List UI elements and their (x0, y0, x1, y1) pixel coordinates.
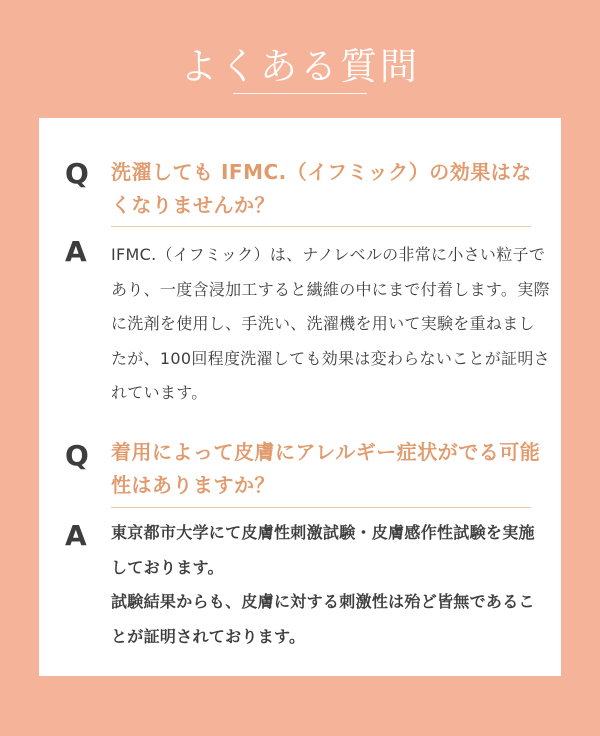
answer-paragraph: IFMC.（イフミック）は、ナノレベルの非常に小さい粒子であり、一度含浸加工すると繊維の中にまで付着します。実際に洗剤を使用し、手洗い、洗濯機を用いて実験を重ねましたが、100回程度洗濯しても効果は変わらないことが証明されています。 (111, 245, 550, 402)
question-mark-2: Q (65, 439, 89, 472)
question-text-1: 洗濯しても IFMC.（イフミック）の効果はなくなりませんか？ (111, 160, 532, 217)
answer-mark-1: A (65, 235, 87, 268)
title-underline (233, 93, 367, 94)
answer-text-2 (111, 516, 551, 654)
question-divider-1 (111, 226, 531, 227)
question-divider-2 (111, 507, 531, 508)
answer-paragraph: 東京都市大学にて皮膚性刺激試験・皮膚感作性試験を実施しております。 (111, 523, 535, 577)
answer-text-1 (111, 238, 551, 411)
page-title: よくある質問 (180, 45, 420, 88)
answer-mark-2: A (65, 519, 87, 552)
question-mark-1: Q (65, 157, 89, 190)
faq-card (39, 118, 561, 676)
question-text-2: 着用によって皮膚にアレルギー症状がでる可能性はありますか？ (111, 440, 541, 497)
answer-paragraph: 試験結果からも、皮膚に対する刺激性は殆ど皆無であることが証明されております。 (111, 592, 535, 646)
